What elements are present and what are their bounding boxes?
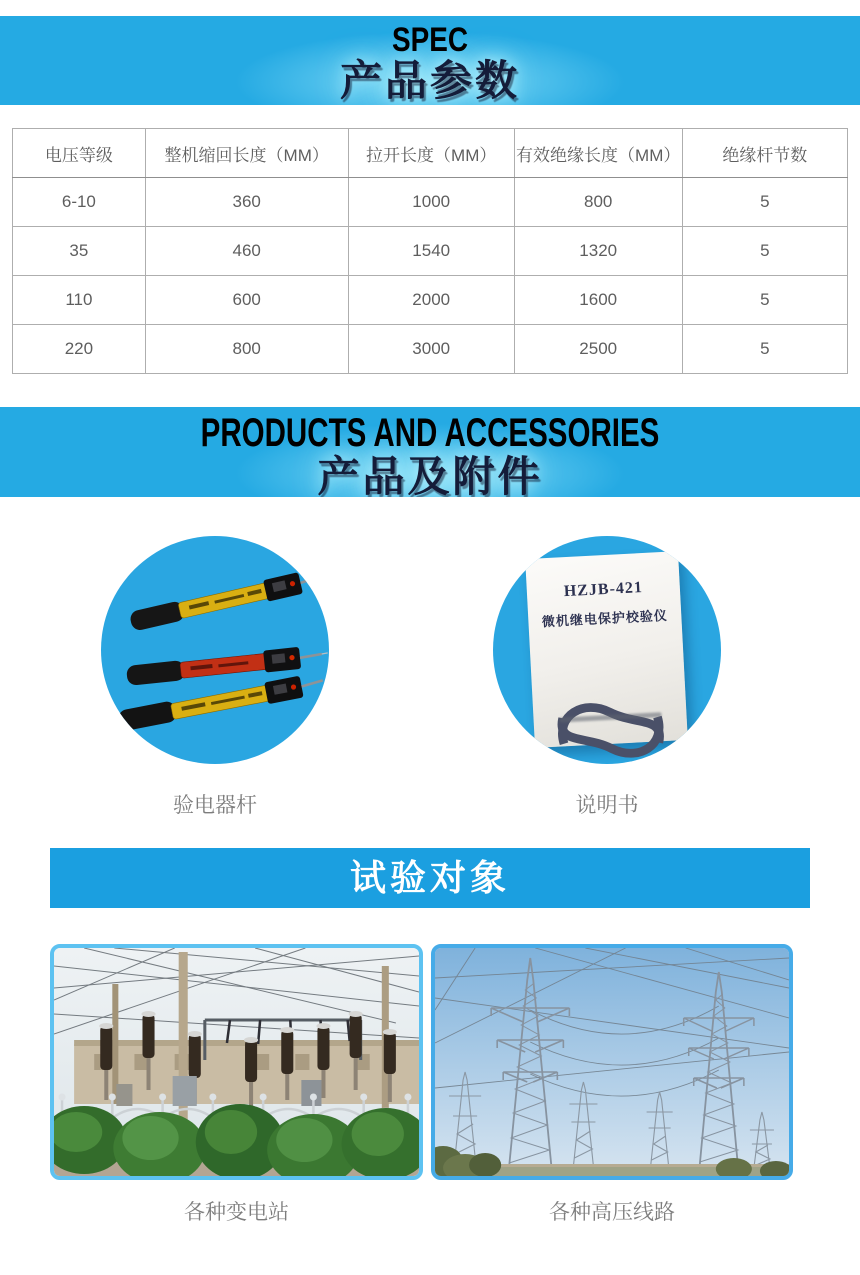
power-lines-illustration — [435, 948, 789, 1176]
spec-table-cell: 3000 — [348, 325, 514, 374]
spec-table-header-row — [13, 129, 848, 178]
spec-table — [12, 128, 848, 374]
electroscope-rods-illustration — [101, 536, 329, 764]
electroscope-rods-photo — [101, 536, 329, 764]
spec-table-cell: 2000 — [348, 276, 514, 325]
manual-caption: 说明书 — [575, 794, 639, 817]
tester-rod-yellow-top — [129, 566, 329, 633]
spec-banner — [0, 16, 860, 105]
spec-table-cell: 2500 — [514, 325, 682, 374]
spec-table-cell: 360 — [145, 178, 348, 227]
manual-photo — [493, 536, 721, 764]
table-row — [13, 178, 848, 227]
spec-table-header: 电压等级 — [13, 129, 146, 178]
table-row — [13, 276, 848, 325]
spec-table-header: 绝缘杆节数 — [682, 129, 847, 178]
spec-table-wrap — [12, 128, 848, 374]
spec-table-cell: 110 — [13, 276, 146, 325]
accessories-banner-title-zh: 产品及附件 — [317, 453, 543, 497]
spec-table-cell: 800 — [514, 178, 682, 227]
spec-table-cell: 1000 — [348, 178, 514, 227]
spec-table-cell: 5 — [682, 325, 847, 374]
spec-table-cell: 1540 — [348, 227, 514, 276]
spec-table-cell: 1600 — [514, 276, 682, 325]
manual-title: 微机继电保护校验仪 — [541, 607, 669, 630]
accessories-banner — [0, 407, 860, 497]
spec-table-cell: 5 — [682, 276, 847, 325]
power-lines-photo — [431, 944, 793, 1180]
manual-logo-icon — [529, 632, 692, 764]
spec-table-cell: 6-10 — [13, 178, 146, 227]
substation-photo — [50, 944, 423, 1180]
spec-table-cell: 800 — [145, 325, 348, 374]
spec-banner-title-zh: 产品参数 — [339, 57, 520, 104]
rods-caption: 验电器杆 — [173, 794, 257, 817]
spec-table-cell: 220 — [13, 325, 146, 374]
spec-table-cell: 5 — [682, 227, 847, 276]
substation-illustration — [54, 948, 419, 1176]
manual-model-number: HZJB-421 — [563, 579, 644, 601]
accessories-banner-title-en: PRODUCTS AND ACCESSORIES — [200, 409, 660, 455]
substation-caption: 各种变电站 — [184, 1201, 289, 1224]
spec-table-header: 整机缩回长度（MM） — [145, 129, 348, 178]
table-row — [13, 227, 848, 276]
spec-table-cell: 600 — [145, 276, 348, 325]
test-objects-banner: 试验对象 — [50, 848, 810, 908]
spec-banner-title-en: SPEC — [392, 19, 468, 60]
spec-table-cell: 5 — [682, 178, 847, 227]
spec-table-header: 有效绝缘长度（MM） — [514, 129, 682, 178]
manual-cover — [525, 551, 688, 748]
spec-table-cell: 460 — [145, 227, 348, 276]
bushes — [54, 1104, 419, 1176]
table-row — [13, 325, 848, 374]
power-lines-caption: 各种高压线路 — [549, 1201, 675, 1224]
spec-table-header: 拉开长度（MM） — [348, 129, 514, 178]
spec-table-cell: 35 — [13, 227, 146, 276]
spec-table-cell: 1320 — [514, 227, 682, 276]
